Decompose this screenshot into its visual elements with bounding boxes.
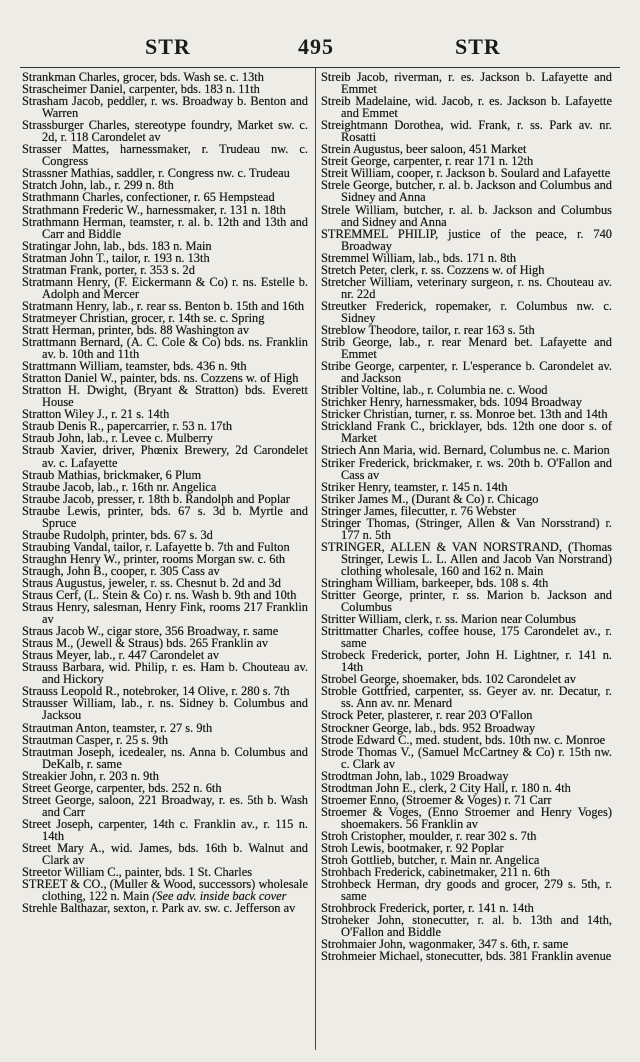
entry-text: Strattmann Bernard, (A. C. Cole & Co) bds. ns. Franklin av. b. 10th and 11th — [22, 335, 308, 362]
page-number: 495 — [298, 34, 334, 59]
entry-text: Strasham Jacob, peddler, r. ws. Broadway b. Benton and Warren — [22, 94, 308, 121]
directory-entry — [321, 517, 612, 541]
directory-entry — [321, 360, 612, 384]
directory-entry — [321, 204, 612, 228]
entry-text: Straugh, John B., cooper, r. 305 Cass av — [22, 563, 220, 578]
entry-text: Streetor William C., painter, bds. 1 St. Charles — [22, 865, 253, 880]
directory-entry — [22, 276, 308, 300]
entry-text: Straube Lewis, printer, bds. 67 s. 3d b. Myrtle and Spruce — [22, 503, 308, 530]
entry-text: Stricker Christian, turner, r. ss. Monroe bet. 13th and 14th — [321, 407, 608, 422]
entry-text: Straub Mathias, brickmaker, 6 Plum — [22, 467, 202, 482]
header-rule — [20, 67, 620, 68]
entry-text: Stremmel William, lab., bds. 171 n. 8th — [321, 250, 517, 265]
entry-text: Street George, carpenter, bds. 252 n. 6th — [22, 780, 222, 795]
entry-text: Strattmann William, teamster, bds. 436 n. 9th — [22, 359, 247, 374]
entry-text: Straube Jacob, lab., r. 16th nr. Angelica — [22, 479, 217, 494]
entry-text: Striker James M., (Durant & Co) r. Chicago — [321, 491, 539, 506]
entry-text: Straube Jacob, presser, r. 18th b. Randolph and Poplar — [22, 491, 290, 506]
entry-text: Streib Madelaine, wid. Jacob, r. es. Jackson b. Lafayette and Emmet — [321, 94, 612, 121]
entry-text: Straus Augustus, jeweler, r. ss. Chesnut b. 2d and 3d — [22, 575, 282, 590]
entry-text: Stroh Cristopher, moulder, r. rear 302 s. 7th — [321, 828, 537, 843]
entry-text: Straub Xavier, driver, Phœnix Brewery, 2d Carondelet av. c. Lafayette — [22, 443, 308, 470]
entry-text: Stratch John, lab., r. 299 n. 8th — [22, 178, 174, 193]
directory-entry — [321, 950, 612, 962]
entry-text: Stratman Frank, porter, r. 353 s. 2d — [22, 262, 195, 277]
entry-text: Stratmann Henry, (F. Eickermann & Co) r. ns. Estelle b. Adolph and Mercer — [22, 274, 308, 301]
entry-text: Strehle Balthazar, sexton, r. Park av. sw. c. Jefferson av — [22, 901, 296, 916]
entry-text: Stribler Voltine, lab., r. Columbia ne. c. Wood — [321, 383, 548, 398]
entry-text: Straus Cerf, (L. Stein & Co) r. ns. Wash b. 9th and 10th — [22, 588, 297, 603]
entry-text: Streakier John, r. 203 n. 9th — [22, 768, 159, 783]
entry-text: Strathmann Herman, teamster, r. al. b. 12th and 13th and Carr and Biddle — [22, 214, 308, 241]
entry-text: Street Mary A., wid. James, bds. 16th b. Walnut and Clark av — [22, 841, 308, 868]
entry-text: Strele George, butcher, r. al. b. Jackson and Columbus and Sidney and Anna — [321, 178, 612, 205]
directory-entry — [321, 746, 612, 770]
entry-text: Streutker Frederick, ropemaker, r. Columbus nw. c. Sidney — [321, 298, 612, 325]
entry-text: STREMMEL PHILIP, justice of the peace, r. 740 Broadway — [321, 226, 612, 253]
entry-text: Straub Denis R., papercarrier, r. 53 n. 17th — [22, 419, 233, 434]
entry-text: Stroh Lewis, bootmaker, r. 92 Poplar — [321, 841, 504, 855]
directory-entry — [22, 601, 308, 625]
directory-entry — [321, 276, 612, 300]
directory-entry — [321, 420, 612, 444]
entry-text: Stratmann Henry, lab., r. rear ss. Benton b. 15th and 16th — [22, 298, 305, 313]
entry-text: Stratman John T., tailor, r. 193 n. 13th — [22, 250, 210, 265]
entry-text: Strautman Joseph, icedealer, ns. Anna b. Columbus and DeKalb, r. same — [22, 744, 308, 771]
right-column — [321, 71, 612, 962]
entry-text: Strohmeier Michael, stonecutter, bds. 381 Franklin avenue — [321, 949, 612, 964]
entry-text: Streit George, carpenter, r. rear 171 n. 12th — [321, 154, 534, 169]
directory-entry — [22, 384, 308, 408]
entry-text: Strichker Henry, harnessmaker, bds. 1094 Broadway — [321, 395, 582, 410]
entry-text: Stretch Peter, clerk, r. ss. Cozzens w. of High — [321, 262, 545, 277]
entry-text: Strassburger Charles, stereotype foundry, Market sw. c. 2d, r. 118 Carondelet av — [22, 118, 308, 145]
directory-entry — [321, 95, 612, 119]
entry-text: Strautman Casper, r. 25 s. 9th — [22, 732, 169, 747]
entry-text: Stribe George, carpenter, r. L'esperance b. Carondelet av. and Jackson — [321, 359, 612, 386]
entry-text: Stroheker John, stonecutter, r. al. b. 13th and 14th, O'Fallon and Biddle — [321, 913, 612, 940]
directory-entry — [321, 336, 612, 360]
entry-text: Straus Henry, salesman, Henry Fink, rooms 217 Franklin av — [22, 600, 308, 627]
entry-text: Straus Jacob W., cigar store, 356 Broadway, r. same — [22, 624, 279, 639]
entry-text: Strib George, lab., r. rear Menard bet. Lafayette and Emmet — [321, 335, 612, 362]
entry-text: Strankman Charles, grocer, bds. Wash se. c. 13th — [22, 70, 264, 84]
entry-text: Straus Meyer, lab., r. 447 Carondelet av — [22, 648, 220, 663]
directory-entry — [22, 444, 308, 468]
entry-text: Streblow Theodore, tailor, r. rear 163 s. 5th — [321, 322, 535, 337]
entry-text: Stretcher William, veterinary surgeon, r. ns. Chouteau av. nr. 22d — [321, 274, 612, 301]
entry-text: Strobel George, shoemaker, bds. 102 Carondelet av — [321, 672, 576, 687]
entry-text: Stroh Gottlieb, butcher, r. Main nr. Angelica — [321, 853, 540, 868]
entry-text: Strohbeck Herman, dry goods and grocer, 279 s. 5th, r. same — [321, 877, 612, 904]
entry-text: Streit William, cooper, r. Jackson b. Soulard and Lafayette — [321, 166, 611, 181]
directory-entry — [321, 649, 612, 673]
entry-text: Straubing Vandal, tailor, r. Lafayette b. 7th and Fulton — [22, 539, 290, 554]
entry-text: Strode Thomas V., (Samuel McCartney & Co) r. 15th nw. c. Clark av — [321, 744, 612, 771]
directory-entry — [321, 71, 612, 95]
left-column — [22, 71, 308, 914]
entry-text: Stringer James, filecutter, r. 76 Webster — [321, 503, 517, 518]
directory-entry — [321, 914, 612, 938]
directory-entry — [22, 842, 308, 866]
directory-entry — [321, 806, 612, 830]
entry-text: Stroble Gottfried, carpenter, ss. Geyer av. nr. Decatur, r. ss. Ann av. nr. Menard — [321, 684, 612, 711]
entry-text: Stratingar John, lab., bds. 183 n. Main — [22, 238, 212, 253]
directory-entry — [22, 902, 308, 914]
entry-text: Straube Rudolph, printer, bds. 67 s. 3d — [22, 527, 213, 542]
entry-text: Strautman Anton, teamster, r. 27 s. 9th — [22, 720, 213, 735]
directory-entry — [321, 300, 612, 324]
page-header — [0, 34, 640, 62]
directory-entry — [321, 878, 612, 902]
directory-entry — [321, 625, 612, 649]
entry-text: Strock Peter, plasterer, r. rear 203 O'Fallon — [321, 708, 533, 723]
entry-text: STREET & CO., (Muller & Wood, successors) wholesale clothing, 122 n. Main — [22, 877, 308, 904]
directory-entry — [22, 143, 308, 167]
entry-text: Strockner George, lab., bds. 952 Broadway — [321, 720, 536, 735]
entry-text: Stringer Thomas, (Stringer, Allen & Van Norsstrand) r. 177 n. 5th — [321, 515, 612, 542]
directory-entry — [22, 697, 308, 721]
directory-entry — [321, 541, 612, 577]
directory-entry — [321, 685, 612, 709]
entry-text: Streib Jacob, riverman, r. es. Jackson b. Lafayette and Emmet — [321, 70, 612, 97]
entry-text: Strodtman John, lab., 1029 Broadway — [321, 768, 509, 783]
entry-note: (See adv. inside back cover — [152, 889, 287, 904]
entry-text: Strode Edward C., med. student, bds. 10th nw. c. Monroe — [321, 732, 606, 747]
entry-text: Straub John, lab., r. Levee c. Mulberry — [22, 431, 213, 446]
directory-entry — [22, 818, 308, 842]
entry-text: Stritter William, clerk, r. ss. Marion near Columbus — [321, 612, 576, 627]
directory-entry — [22, 505, 308, 529]
entry-text: Stratton Wiley J., r. 21 s. 14th — [22, 407, 170, 422]
directory-entry — [321, 228, 612, 252]
entry-text: Striker Frederick, brickmaker, r. ws. 20th b. O'Fallon and Cass av — [321, 455, 612, 482]
column-divider — [315, 68, 316, 1050]
directory-entry — [22, 119, 308, 143]
entry-text: Straughn Henry W., printer, rooms Morgan sw. c. 6th — [22, 551, 286, 566]
entry-text: Striker Henry, teamster, r. 145 n. 14th — [321, 479, 508, 494]
entry-text: Strohmaier John, wagonmaker, 347 s. 6th, r. same — [321, 937, 569, 952]
running-head-right: STR — [455, 34, 501, 59]
entry-text: Street George, saloon, 221 Broadway, r. es. 5th b. Wash and Carr — [22, 792, 308, 819]
entry-text: Strickland Frank C., bricklayer, bds. 12th one door s. of Market — [321, 419, 612, 446]
entry-text: STRINGER, ALLEN & VAN NORSTRAND, (Thomas Stringer, Lewis L. L. Allen and Jacob Van Norstrand) clothing wholesale, 160 and 162 n. Main — [321, 539, 612, 578]
entry-text: Streightmann Dorothea, wid. Frank, r. ss. Park av. nr. Rosatti — [321, 118, 612, 145]
directory-entry — [22, 661, 308, 685]
entry-text: Stringham William, barkeeper, bds. 108 s. 4th — [321, 575, 549, 590]
entry-text: Strassner Mathias, saddler, r. Congress nw. c. Trudeau — [22, 166, 290, 181]
running-head-left: STR — [145, 34, 191, 59]
entry-text: Strittmatter Charles, coffee house, 175 Carondelet av., r. same — [321, 624, 612, 651]
entry-text: Strauss Leopold R., notebroker, 14 Olive, r. 280 s. 7th — [22, 684, 290, 699]
entry-text: Striech Ann Maria, wid. Bernard, Columbus ne. c. Marion — [321, 443, 610, 458]
entry-text: Stratt Herman, printer, bds. 88 Washington av — [22, 322, 250, 337]
entry-text: Strele William, butcher, r. al. b. Jackson and Columbus and Sidney and Anna — [321, 202, 612, 229]
directory-entry — [321, 589, 612, 613]
entry-text: Strohbach Frederick, cabinetmaker, 211 n. 6th — [321, 865, 550, 880]
entry-text: Stritter George, printer, r. ss. Marion b. Jackson and Columbus — [321, 588, 612, 615]
entry-text: Strobeck Frederick, porter, John H. Lightner, r. 141 n. 14th — [321, 648, 612, 675]
entry-text: Strathmann Charles, confectioner, r. 65 Hempstead — [22, 190, 275, 205]
entry-text: Strein Augustus, beer saloon, 451 Market — [321, 142, 527, 157]
directory-entry — [321, 119, 612, 143]
directory-entry — [22, 95, 308, 119]
entry-text: Straus M., (Jewell & Straus) bds. 265 Franklin av — [22, 636, 269, 651]
entry-text: Strauss Barbara, wid. Philip, r. es. Ham b. Chouteau av. and Hickory — [22, 660, 308, 687]
directory-entry — [22, 746, 308, 770]
entry-text: Strasser Mattes, harnessmaker, r. Trudeau nw. c. Congress — [22, 142, 308, 169]
entry-text: Stroemer & Voges, (Enno Stroemer and Henry Voges) shoemakers. 56 Franklin av — [321, 804, 612, 831]
entry-text: Stroemer Enno, (Stroemer & Voges) r. 71 Carr — [321, 792, 552, 807]
directory-entry — [321, 179, 612, 203]
entry-text: Strodtman John E., clerk, 2 City Hall, r. 180 n. 4th — [321, 780, 571, 795]
entry-text: Strausser William, lab., r. ns. Sidney b. Columbus and Jacksou — [22, 696, 308, 723]
directory-entry — [22, 216, 308, 240]
entry-text: Strohbrock Frederick, porter, r. 141 n. 14th — [321, 901, 534, 916]
entry-text: Strathmann Frederic W., harnessmaker, r. 131 n. 18th — [22, 202, 286, 217]
entry-text: Stratton Daniel W., painter, bds. ns. Cozzens w. of High — [22, 371, 299, 386]
directory-entry — [22, 794, 308, 818]
entry-text: Street Joseph, carpenter, 14th c. Franklin av., r. 115 n. 14th — [22, 816, 308, 843]
directory-entry — [22, 878, 308, 902]
directory-entry — [321, 457, 612, 481]
directory-entry — [22, 336, 308, 360]
entry-text: Stratton H. Dwight, (Bryant & Stratton) bds. Everett House — [22, 383, 308, 410]
entry-text: Stratmeyer Christian, grocer, r. 14th se. c. Spring — [22, 310, 265, 325]
entry-text: Strascheimer Daniel, carpenter, bds. 183 n. 11th — [22, 82, 260, 97]
